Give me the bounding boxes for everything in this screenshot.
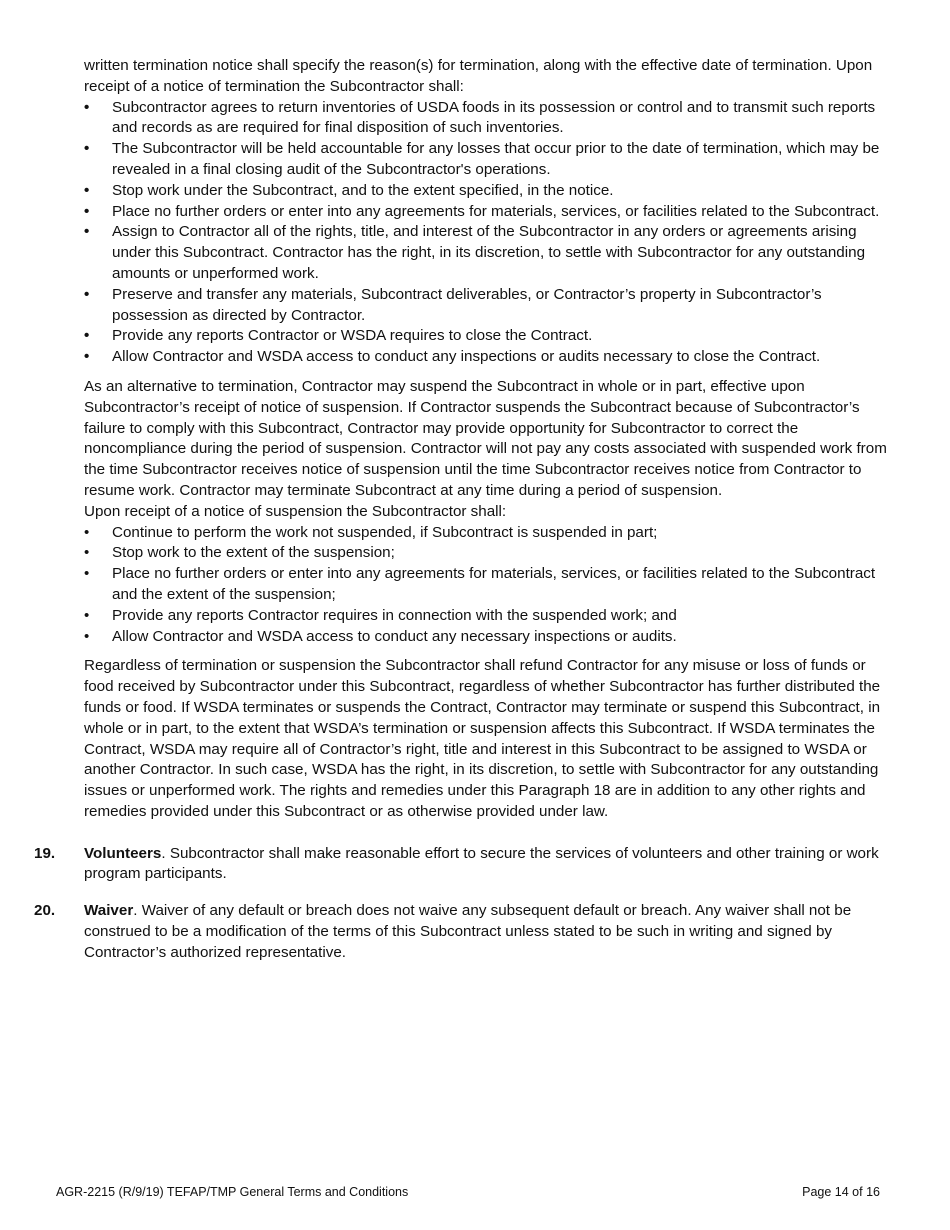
refund-paragraph: Regardless of termination or suspension the Subcontractor shall refund Contractor for any misuse or loss of funds or food received by Subcontractor under this Subcontract, regardless of whether Subcontractor has further distributed the funds or food. If WSDA terminates or suspends the Contract, Contractor may terminate or suspend this Subcontract, in whole or in part, to the extent that WSDA’s termination or suspension affects this Subcontract. If WSDA terminates the Contract, WSDA may require all of Contractor’s right, title and interest in this Subcontract to be assigned to WSDA or another Contractor. In such case, WSDA has the right, in its discretion, to settle with Subcontractor for any outstanding issues or unperformed work. The rights and remedies under this Paragraph 18 are in addition to any other rights and remedies provided under this Subcontract or as otherwise provided under law.: [84, 657, 881, 820]
bullet-icon: •: [84, 327, 90, 345]
list-item: • Provide any reports Contractor requires in connection with the suspended work; and: [84, 606, 890, 627]
bullet-icon: •: [84, 140, 90, 158]
suspension-paragraph: As an alternative to termination, Contractor may suspend the Subcontract in whole or in part, effective upon Subcontractor’s receipt of notice of suspension. If Contractor suspends the Subcontract because of Subcontractor’s failure to comply with this Subcontract, Contractor may provide opportunity for Subcontractor to correct the noncompliance during the period of suspension. Contractor will not pay any costs associated with suspended work from the time Subcontractor receives notice of suspension until the time Subcontractor receives notice from Contractor to resume work. Contractor may terminate Subcontract at any time during a period of suspension.: [84, 377, 887, 499]
section-number: 19.: [34, 844, 56, 862]
list-item: • Stop work to the extent of the suspension;: [84, 543, 890, 564]
section-waiver: [34, 901, 890, 963]
bullet-icon: •: [84, 348, 90, 366]
section-text: . Subcontractor shall make reasonable effort to secure the services of volunteers and other training or work program participants.: [84, 844, 879, 883]
list-item: • Assign to Contractor all of the rights, title, and interest of the Subcontractor in any orders or agreements arising under this Subcontract. Contractor has the right, in its discretion, to settle with Subcontractor for any outstanding amounts or unperformed work.: [84, 223, 866, 282]
intro-paragraph: written termination notice shall specify the reason(s) for termination, along with the effective date of termination. Upon receipt of a notice of termination the Subcontractor shall:: [84, 57, 873, 95]
bullet-icon: •: [84, 544, 90, 562]
section-number: 20.: [34, 902, 56, 920]
bullet-icon: •: [84, 627, 90, 645]
termination-list: [84, 98, 890, 368]
list-item: • Allow Contractor and WSDA access to conduct any inspections or audits necessary to close the Contract.: [84, 347, 890, 368]
page-footer: [56, 1184, 880, 1200]
list-item: • Subcontractor agrees to return inventories of USDA foods in its possession or control and to transmit such reports and records as are required for final disposition of such inventories.: [84, 98, 876, 137]
footer-document-id: AGR-2215 (R/9/19) TEFAP/TMP General Terms and Conditions: [56, 1185, 409, 1199]
list-item: • Stop work under the Subcontract, and to the extent specified, in the notice.: [84, 181, 890, 202]
suspension-list: [84, 523, 890, 648]
section-heading: Waiver: [84, 902, 134, 920]
bullet-icon: •: [84, 565, 90, 583]
bullet-icon: •: [84, 606, 90, 624]
bullet-icon: •: [84, 181, 90, 199]
list-item: • Place no further orders or enter into any agreements for materials, services, or facilities related to the Subcontract and the extent of the suspension;: [84, 565, 876, 603]
bullet-icon: •: [84, 202, 90, 220]
list-item: • The Subcontractor will be held accountable for any losses that occur prior to the date of termination, which may be revealed in a final closing audit of the Subcontractor's operations.: [84, 140, 880, 178]
section-volunteers: [34, 844, 890, 886]
footer-page-number: Page 14 of 16: [802, 1185, 880, 1199]
section-heading: Volunteers: [84, 844, 162, 862]
bullet-icon: •: [84, 223, 90, 241]
list-item: • Allow Contractor and WSDA access to conduct any necessary inspections or audits.: [84, 627, 890, 648]
list-item: • Place no further orders or enter into any agreements for materials, services, or facilities related to the Subcontract.: [84, 202, 890, 223]
section-text: . Waiver of any default or breach does not waive any subsequent default or breach. Any waiver shall not be construed to be a modification of the terms of this Subcontract unless stated to be such in writing and signed by Contractor’s authorized representative.: [84, 902, 852, 961]
bullet-icon: •: [84, 98, 90, 116]
document-body: [34, 56, 890, 964]
list-item: • Preserve and transfer any materials, Subcontract deliverables, or Contractor’s property in Subcontractor’s possession as directed by Contractor.: [84, 285, 822, 324]
suspension-lead: Upon receipt of a notice of suspension the Subcontractor shall:: [84, 502, 507, 520]
list-item: • Continue to perform the work not suspended, if Subcontract is suspended in part;: [84, 523, 890, 544]
list-item: • Provide any reports Contractor or WSDA requires to close the Contract.: [84, 326, 890, 347]
bullet-icon: •: [84, 285, 90, 303]
bullet-icon: •: [84, 523, 90, 541]
